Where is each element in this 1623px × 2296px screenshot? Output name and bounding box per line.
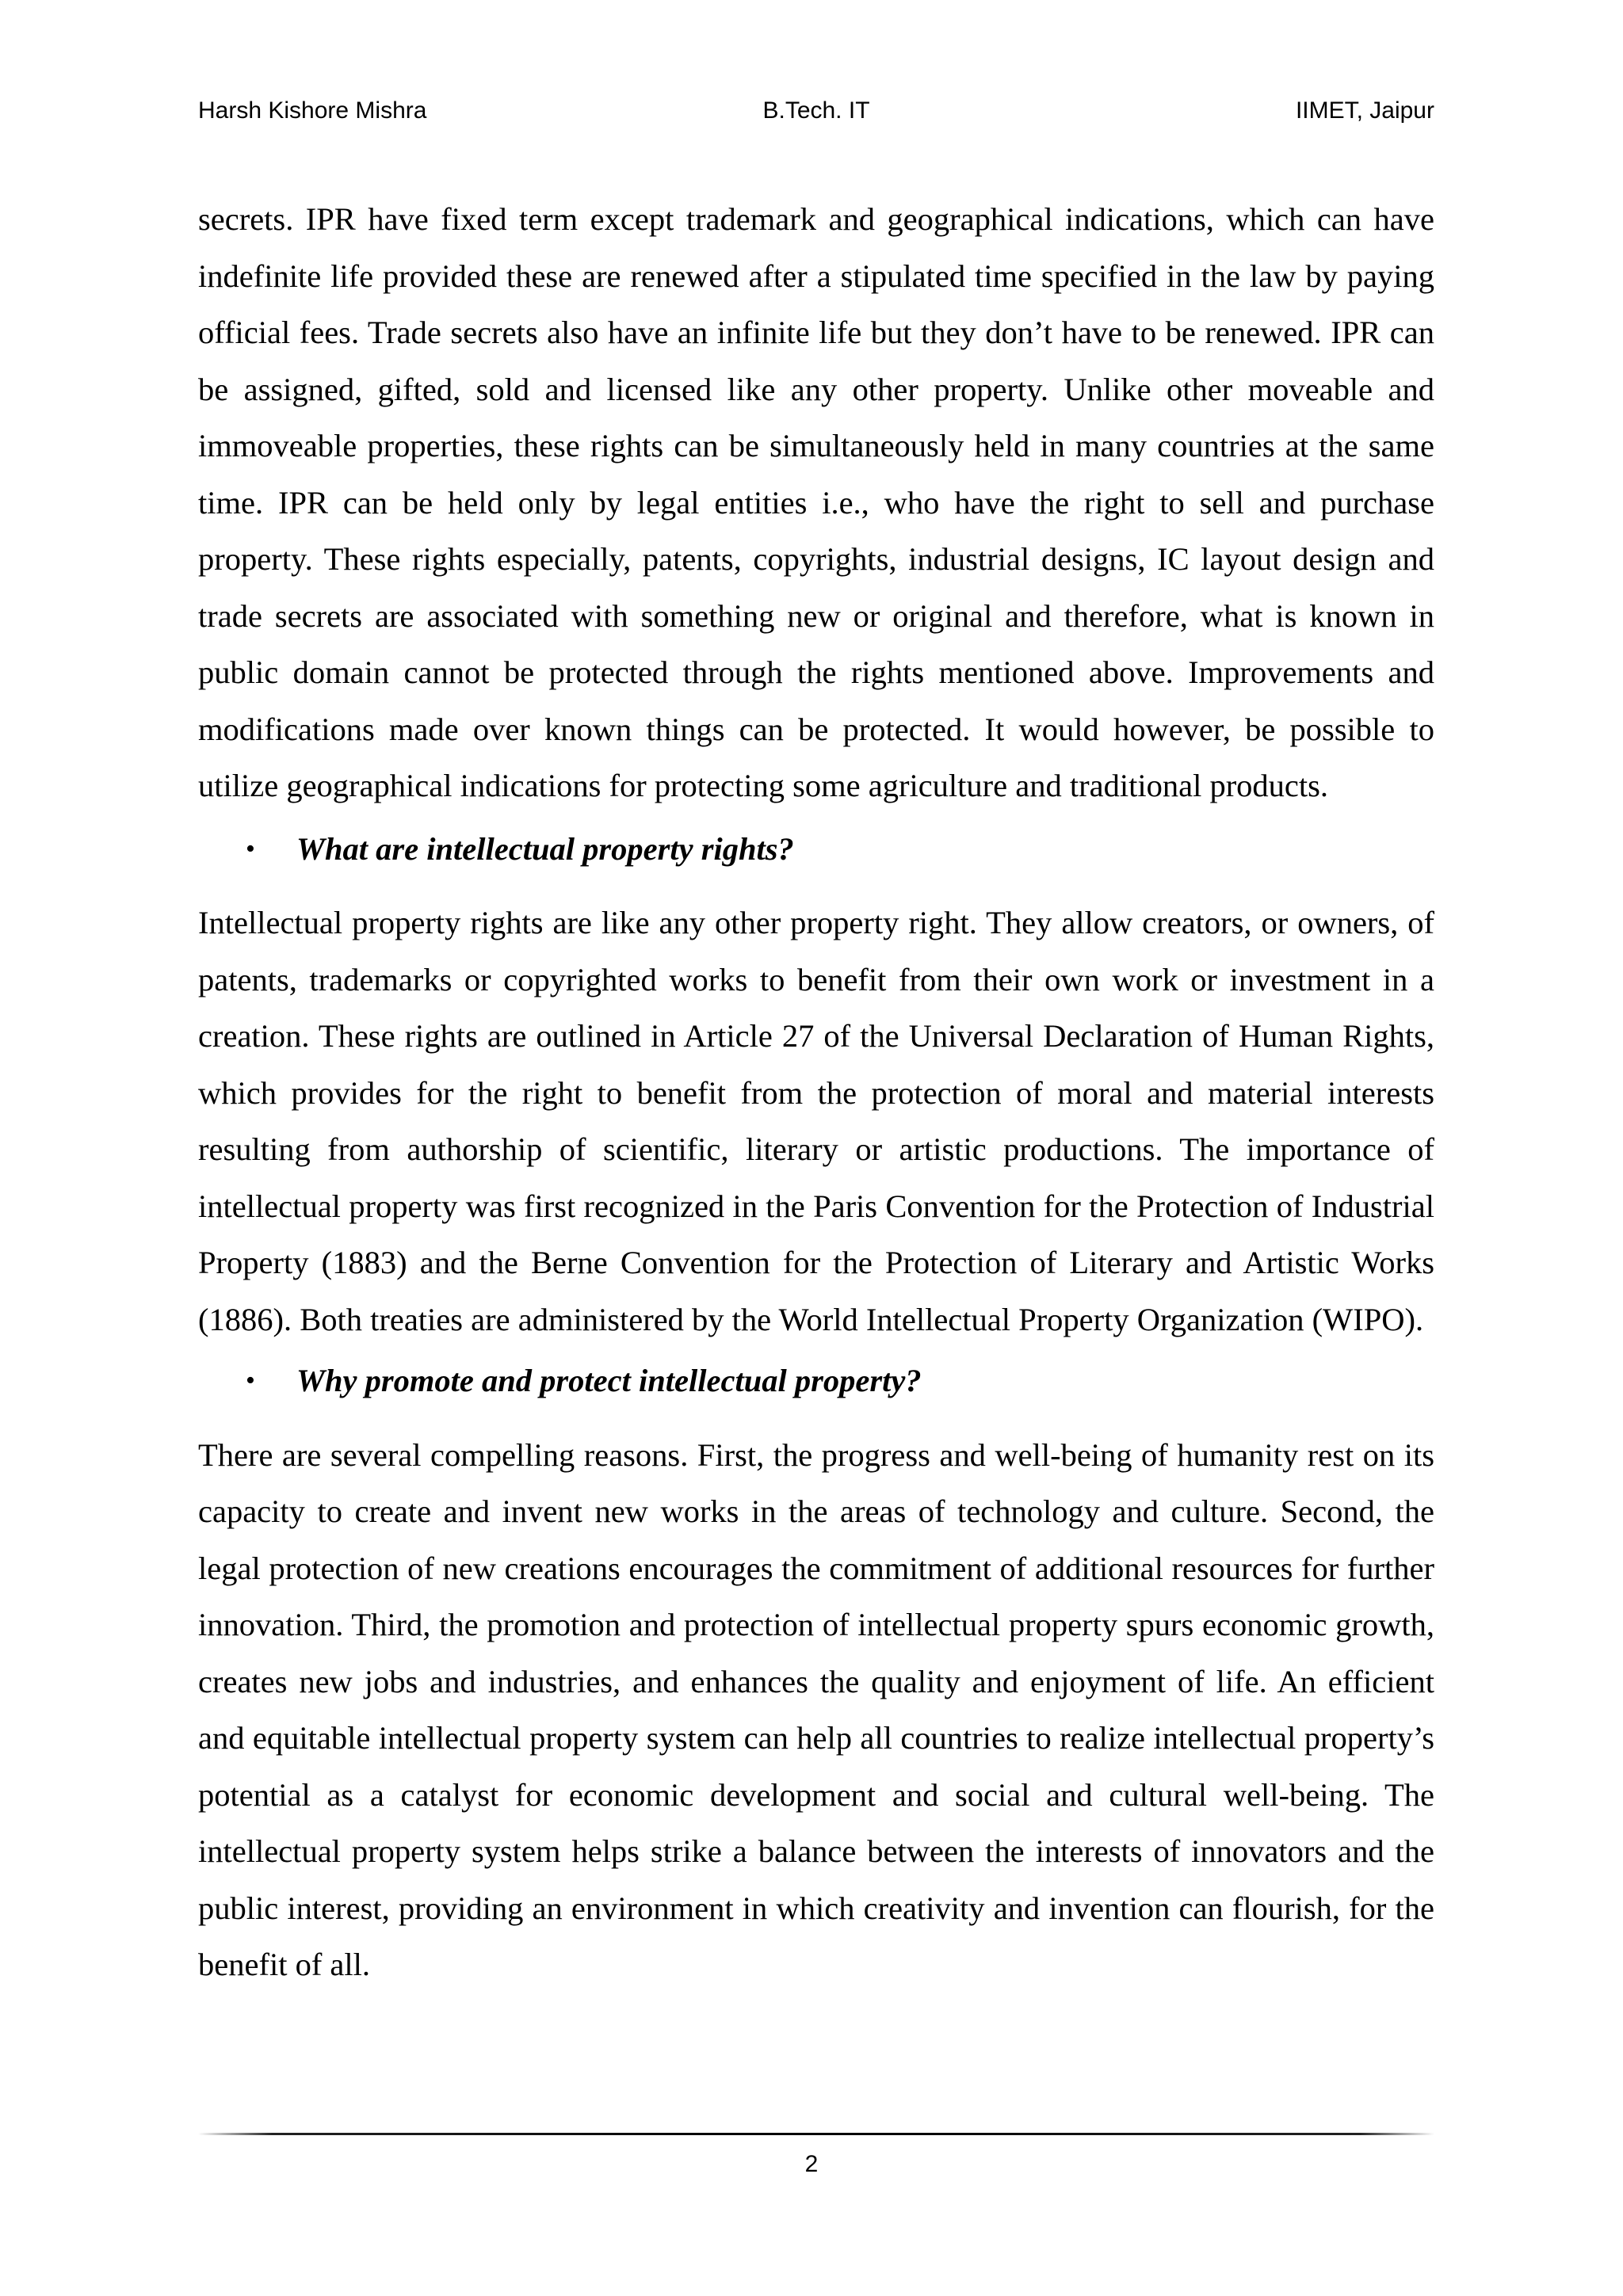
section-heading-why-protect	[198, 1352, 1434, 1409]
paragraph-ipr-terms: secrets. IPR have fixed term except trademark and geographical indications, which can have indefinite life provided these are renewed after a stipulated time specified in the law by paying official fees. Trade secrets also have an infinite life but they don’t have to be renewed. IPR can be assigned, gifted, sold and licensed like any other property. Unlike other moveable and immoveable properties, these rights can be simultaneously held in many countries at the same time. IPR can be held only by legal entities i.e., who have the right to sell and purchase property. These rights especially, patents, copyrights, industrial designs, IC layout design and trade secrets are associated with something new or original and therefore, what is known in public domain cannot be protected through the rights mentioned above. Improvements and modifications made over known things can be protected. It would however, be possible to utilize geographical indications for protecting some agriculture and traditional products.	[198, 201, 1434, 803]
page-number: 2	[804, 2151, 819, 2177]
bullet-icon: •	[246, 1366, 255, 1395]
page-header	[198, 95, 1434, 127]
header-author: Harsh Kishore Mishra	[198, 97, 427, 124]
header-institute: IIMET, Jaipur	[1295, 97, 1434, 124]
section-heading-what-are-ipr	[198, 821, 1434, 878]
section-heading-text: What are intellectual property rights?	[296, 830, 794, 867]
paragraph-reasons: There are several compelling reasons. First, the progress and well-being of humanity rest on its capacity to create and invent new works in the areas of technology and culture. Second, the legal protection of new creations encourages the commitment of additional resources for further innovation. Third, the promotion and protection of intellectual property spurs economic growth, creates new jobs and industries, and enhances the quality and enjoyment of life. An efficient and equitable intellectual property system can help all countries to realize intellectual property’s potential as a catalyst for economic development and social and cultural well-being. The intellectual property system helps strike a balance between the interests of innovators and the public interest, providing an environment in which creativity and invention can flourish, for the benefit of all.	[198, 1436, 1434, 1982]
section-heading-text: Why promote and protect intellectual property?	[296, 1363, 922, 1398]
bullet-icon: •	[246, 833, 255, 864]
document-body	[198, 191, 1434, 1993]
footer-divider	[198, 2133, 1434, 2135]
paragraph-ipr-definition: Intellectual property rights are like any other property right. They allow creators, or owners, of patents, trademarks or copyrighted works to benefit from their own work or investment in a creation. These rights are outlined in Article 27 of the Universal Declaration of Human Rights, which provides for the right to benefit from the protection of moral and material interests resulting from authorship of scientific, literary or artistic productions. The importance of intellectual property was first recognized in the Paris Convention for the Protection of Industrial Property (1883) and the Berne Convention for the Protection of Literary and Artistic Works (1886). Both treaties are administered by the World Intellectual Property Organization (WIPO).	[198, 905, 1434, 1337]
header-course: B.Tech. IT	[762, 97, 870, 124]
